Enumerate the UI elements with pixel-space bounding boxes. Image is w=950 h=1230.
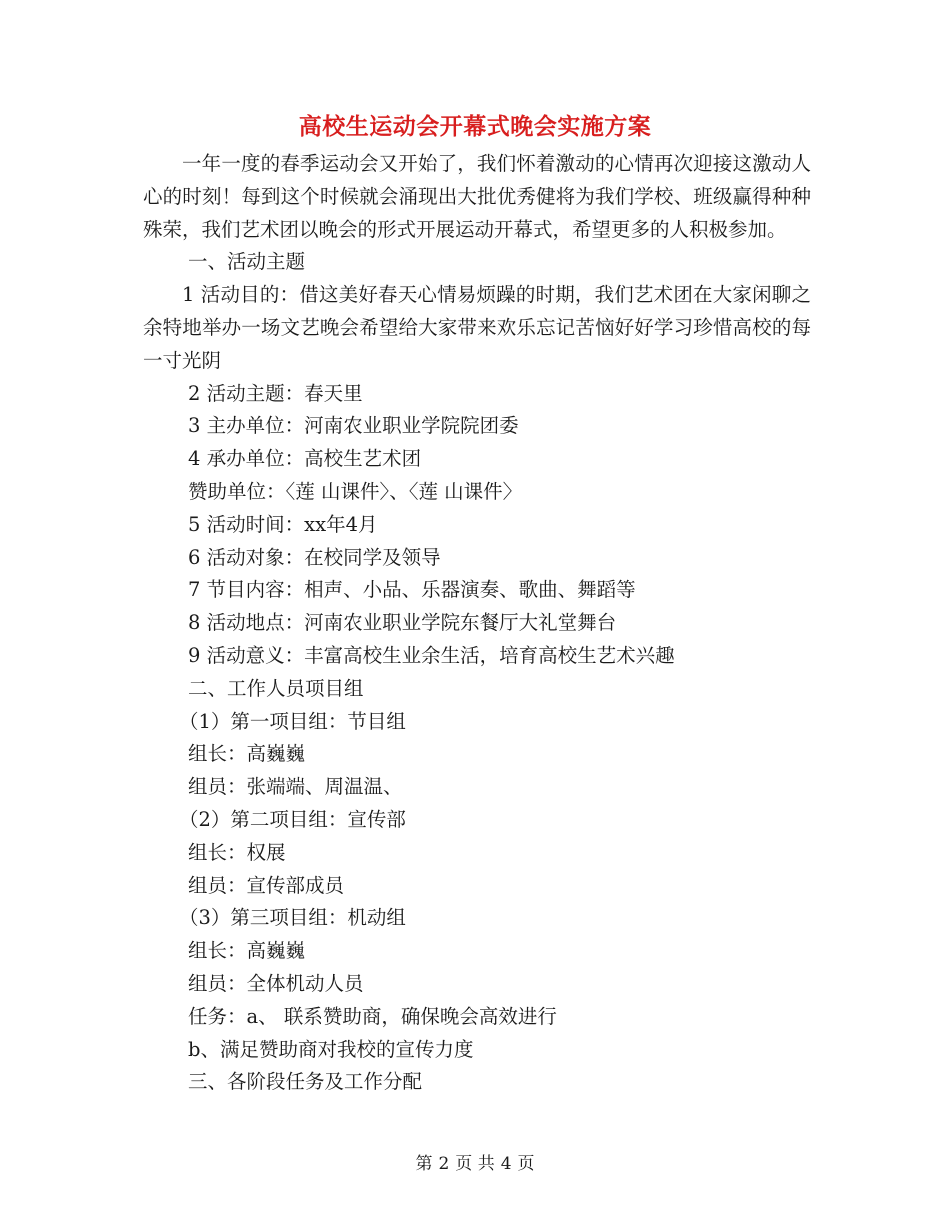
activity-theme: 2 活动主题：春天里 [188,381,363,405]
intro-paragraph: 一年一度的春季运动会又开始了，我们怀着激动的心情再次迎接这激动人心的时刻！每到这个时候就会涌现出大批优秀健将为我们学校、班级赢得种种殊荣，我们艺术团以晚会的形式开展运动开幕式，希望更多的人积极参加。 [143,152,811,241]
group-one-heading: （1）第一项目组：节目组 [179,709,406,733]
group-three-members: 组员：全体机动人员 [188,971,364,995]
section-heading-staff: 二、工作人员项目组 [188,676,364,700]
footer-mid: 页 共 [455,1154,495,1174]
document-body [143,148,811,1099]
group-two-heading: （2）第二项目组：宣传部 [179,807,406,831]
group-three-leader: 组长：高巍巍 [188,939,306,963]
footer-suffix: 页 [517,1154,535,1174]
task-line-b: b、满足赞助商对我校的宣传力度 [188,1037,474,1061]
activity-significance: 9 活动意义：丰富高校生业余生活，培育高校生艺术兴趣 [188,643,675,667]
host-unit: 3 主办单位：河南农业职业学院院团委 [188,414,519,438]
activity-time: 5 活动时间：xx年4月 [188,512,378,536]
organizer-unit: 4 承办单位：高校生艺术团 [188,447,422,471]
document-title: 高校生运动会开幕式晚会实施方案 [298,113,652,140]
program-content: 7 节目内容：相声、小品、乐器演奏、歌曲、舞蹈等 [188,578,636,602]
section-heading-theme: 一、活动主题 [188,250,306,274]
task-line-a: 任务：a、 联系赞助商，确保晚会高效进行 [188,1004,557,1028]
activity-purpose: 1 活动目的：借这美好春天心情易烦躁的时期，我们艺术团在大家闲聊之余特地举办一场文艺晚会希望给大家带来欢乐忘记苦恼好好学习珍惜高校的每一寸光阴 [143,283,811,372]
activity-venue: 8 活动地点：河南农业职业学院东餐厅大礼堂舞台 [188,611,617,635]
group-three-heading: （3）第三项目组：机动组 [179,906,406,930]
group-two-leader: 组长：权展 [188,840,286,864]
group-two-members: 组员：宣传部成员 [188,873,345,897]
footer-total-pages: 4 [500,1154,512,1174]
activity-audience: 6 活动对象：在校同学及领导 [188,545,441,569]
group-one-leader: 组长：高巍巍 [188,742,306,766]
footer-page-number: 2 [438,1154,450,1174]
group-one-members: 组员：张端端、周温温、 [188,775,403,799]
footer-prefix: 第 [415,1154,433,1174]
sponsor-unit: 赞助单位：〈莲 山课件〉、〈莲 山课件〉 [188,479,523,503]
section-heading-stages: 三、各阶段任务及工作分配 [188,1070,423,1094]
page-footer [0,1152,950,1176]
